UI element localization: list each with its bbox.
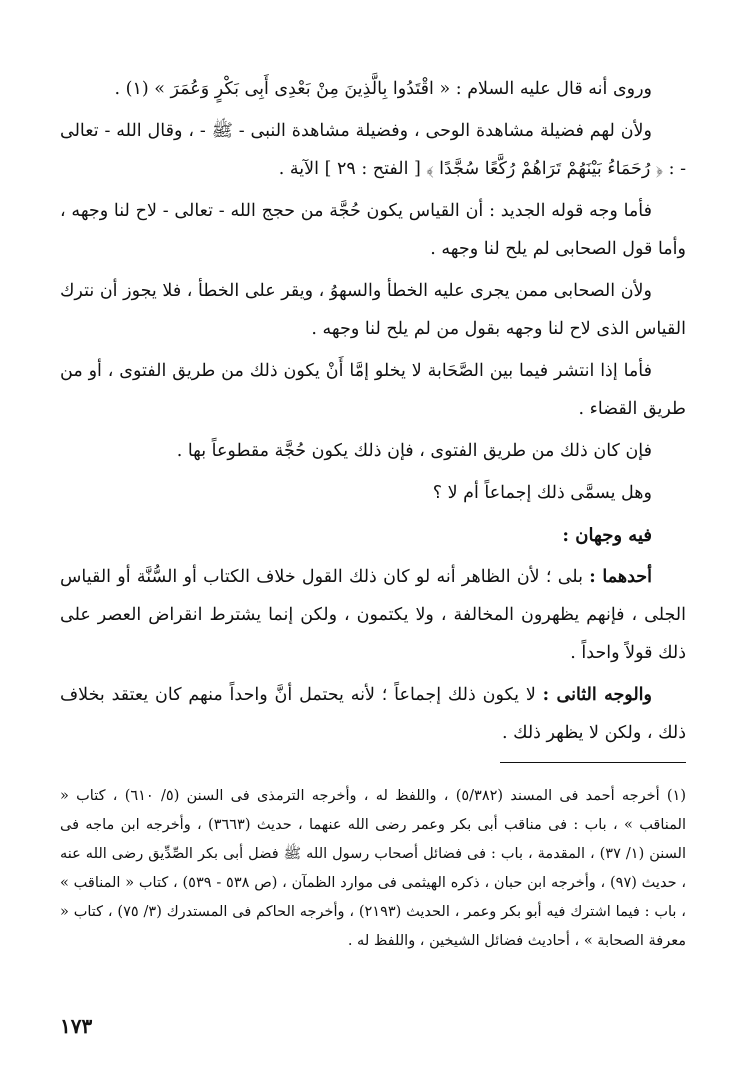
footnote: (١) أخرجه أحمد فى المسند (٥/٣٨٢) ، واللفظ له ، وأخرجه الترمذى فى السنن (٥/ ٦١٠) ، كتاب « المناقب » ، باب : فى مناقب أبى بكر وعمر رضى الله عنهما ، حديث (٣٦٦٣) ، وأخرجه ابن ماجه فى السنن (١/ ٣٧) ، المقدمة ، باب : فى فضائل أصحاب رسول الله ﷺ فضل أبى بكر الصِّدِّيق رضى الله عنه ، حديث (٩٧) ، وأخرجه ابن حبان ، ذكره الهيثمى فى موارد الظمآن ، (ص ٥٣٨ - ٥٣٩) ، كتاب « المناقب » ، باب : فيما اشترك فيه أبو بكر وعمر ، الحديث (٢١٩٣) ، وأخرجه الحاكم فى المستدرك (٣/ ٧٥) ، كتاب « معرفة الصحابة » ، أحاديث فضائل الشيخين ، واللفظ له . bbox=[60, 788, 687, 949]
aspect-first-text: بلى ؛ لأن الظاهر أنه لو كان ذلك القول خلاف الكتاب أو السُّنَّة أو القياس الجلى ، فإنهم يظهرون المخالفة ، ولا يكتمون ، ولكن إنما يشترط انقراض العصر على ذلك قولاً واحداً . bbox=[60, 567, 686, 663]
page-number: ١٧٣ bbox=[60, 1014, 93, 1038]
paragraph-companions-virtue: ولأن لهم فضيلة مشاهدة الوحى ، وفضيلة مشاهدة النبى - ﷺ - ، وقال الله - تعالى - : ﴿ رُحَمَاءُ بَيْنَهُمْ تَرَاهُمْ رُكَّعًا سُجَّدًا ﴾ [ الفتح : ٢٩ ] الآية . bbox=[60, 121, 686, 179]
paragraph-new-opinion: فأما وجه قوله الجديد : أن القياس يكون حُجَّة من حجج الله - تعالى - لاح لنا وجهه ، وأما قول الصحابى لم يلح لنا وجهه . bbox=[60, 201, 686, 259]
aspect-first bbox=[60, 558, 686, 672]
main-text bbox=[60, 70, 686, 756]
footnote-divider bbox=[500, 762, 686, 763]
aspect-second-lead: والوجه الثانى : bbox=[542, 685, 652, 705]
aspect-second-text: لا يكون ذلك إجماعاً ؛ لأنه يحتمل أنَّ واحداً منهم كان يعتقد بخلاف ذلك ، ولكن لا يظهر ذلك . bbox=[60, 685, 686, 743]
aspect-second bbox=[60, 676, 686, 752]
paragraph-fatwa: فإن كان ذلك من طريق الفتوى ، فإن ذلك يكون حُجَّة مقطوعاً بها . bbox=[176, 441, 652, 461]
paragraph-ijma-question: وهل يسمَّى ذلك إجماعاً أم لا ؟ bbox=[432, 483, 652, 503]
paragraph-spread-among-companions: فأما إذا انتشر فيما بين الصَّحَابة لا يخلو إمَّا أَنْ يكون ذلك من طريق الفتوى ، أو من طريق القضاء . bbox=[60, 361, 686, 419]
aspect-first-lead: أحدهما : bbox=[589, 567, 652, 587]
section-heading: فيه وجهان : bbox=[562, 525, 652, 546]
paragraph-companion-error: ولأن الصحابى ممن يجرى عليه الخطأ والسهوُ ، ويقر على الخطأ ، فلا يجوز أن نترك القياس الذى لاح لنا وجهه بقول من لم يلح لنا وجهه . bbox=[60, 281, 686, 339]
paragraph-hadith: وروى أنه قال عليه السلام : « اقْتَدُوا بِالَّذِينَ مِنْ بَعْدِى أَبِى بَكْرٍ وَعُمَرَ » (١) . bbox=[114, 79, 652, 99]
